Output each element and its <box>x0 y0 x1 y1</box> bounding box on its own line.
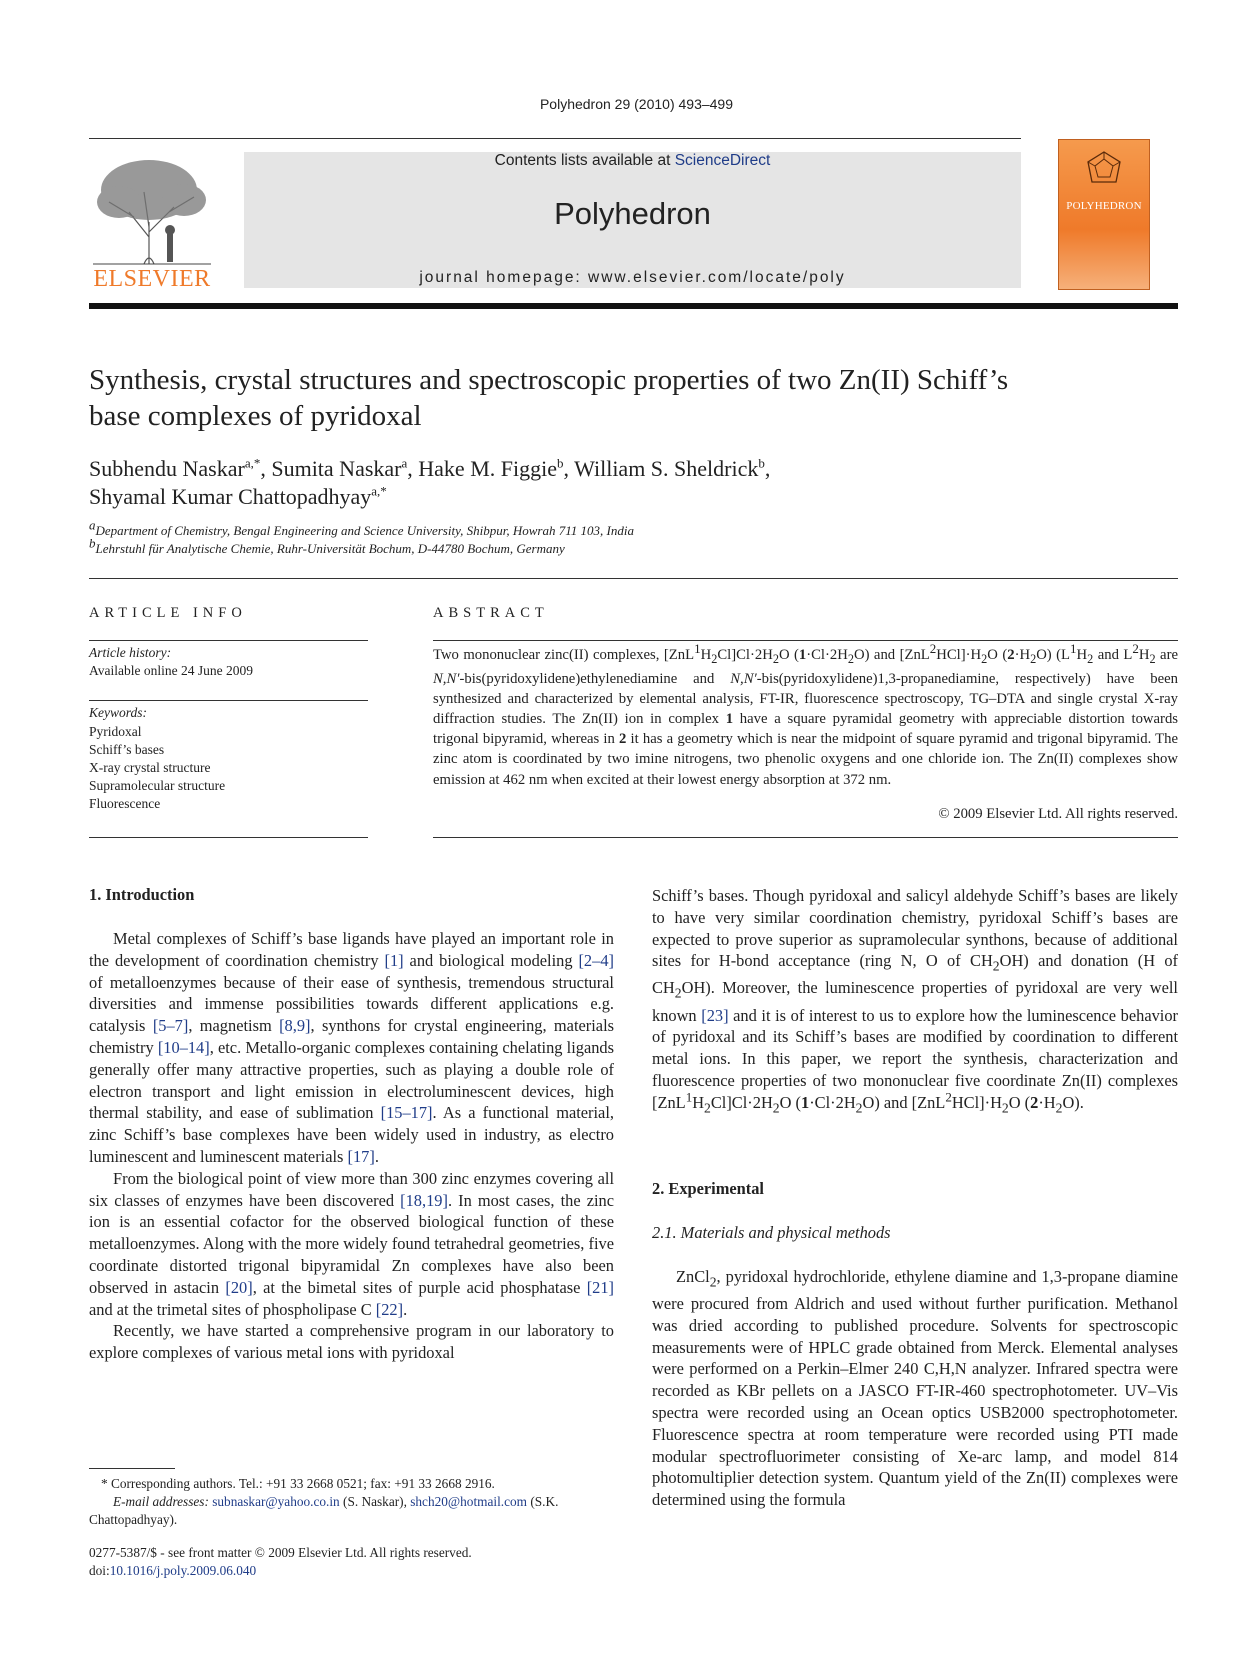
journal-homepage[interactable]: journal homepage: www.elsevier.com/locate/poly <box>419 269 846 286</box>
article-info-heading: ARTICLE INFO <box>89 605 247 621</box>
author[interactable]: Subhendu Naskar$^{a,*}$ <box>89 455 261 481</box>
front-matter-copyright: 0277-5387/$ - see front matter © 2009 Elsevier Ltd. All rights reserved. <box>89 1545 472 1560</box>
citation-link[interactable]: [23] <box>701 1005 729 1025</box>
top-rule <box>89 138 1021 139</box>
journal-name: Polyhedron <box>554 196 711 231</box>
corresponding-author-footnote: * Corresponding authors. Tel.: +91 33 2668 0521; fax: +91 33 2668 2916. E-mail addresses: subnaskar@yahoo.co.in (S. Naskar), shch20@hotmail.com (S.K. Chattopadhyay). <box>89 1476 559 1527</box>
intro-paragraph-3-continued: Schiff’s bases. Though pyridoxal and salicyl aldehyde Schiff’s bases are likely to have very similar coordination chemistry, pyridoxal Schiff’s bases are expected to prove superior as supramolecular synthons, because of additional sites for H-bond acceptance (ring N, O of $CH_2OH$) and donation (H of $CH_2OH$). Moreover, the luminescence properties of pyridoxal are very well known [23] and it is of interest to us to explore how the luminescence behavior of pyridoxal and its Schiff’s bases are modified by coordination to different metal ions. In this paper, we report the synthesis, characterization and fluorescence properties of two mononuclear five coordinate Zn(II) complexes $[ZnL^1H_2Cl]Cl\cdot 2H_2O$ $(1\cdot Cl\cdot 2H_2O)$ and $[ZnL^2HCl]\cdot H_2O$ $(2\cdot H_2O)$. <box>652 886 1179 1116</box>
citation-link[interactable]: [2–4] <box>578 950 614 970</box>
affiliation-b: bLehrstuhl für Analytische Chemie, Ruhr-Universität Bochum, D-44780 Bochum, Germany <box>89 535 565 556</box>
info-rule <box>89 700 368 701</box>
keywords-list <box>89 723 225 813</box>
section-rule <box>89 578 1178 579</box>
footnote-rule <box>89 1468 175 1469</box>
citation-link[interactable]: [8,9] <box>279 1016 311 1036</box>
right-column-experimental <box>652 1266 1178 1511</box>
article-title <box>89 362 1178 434</box>
citation-link[interactable]: [22] <box>375 1299 404 1319</box>
author[interactable]: Hake M. Figgie$^b$ <box>418 455 564 481</box>
section-heading-experimental: 2. Experimental <box>652 1179 764 1198</box>
front-matter: 0277-5387/$ - see front matter © 2009 Elsevier Ltd. All rights reserved. doi:10.1016/j.poly.2009.06.040 <box>89 1544 689 1580</box>
journal-banner <box>244 152 1021 288</box>
info-rule <box>89 837 368 838</box>
citation-link[interactable]: [1] <box>384 950 404 970</box>
abstract-rule <box>433 837 1178 838</box>
section-heading-introduction: 1. Introduction <box>89 885 195 904</box>
abstract-copyright: © 2009 Elsevier Ltd. All rights reserved. <box>938 806 1178 822</box>
abstract-heading: ABSTRACT <box>433 605 549 621</box>
left-column <box>89 928 614 1364</box>
citation-link[interactable]: [18,19] <box>400 1190 448 1210</box>
abstract-rule <box>433 640 1178 641</box>
citation-link[interactable]: [5–7] <box>152 1016 189 1036</box>
keyword[interactable]: Supramolecular structure <box>89 778 226 793</box>
email-link[interactable]: subnaskar@yahoo.co.in <box>212 1494 340 1509</box>
keyword[interactable]: Schiff’s bases <box>89 742 165 757</box>
citation-link[interactable]: [17] <box>347 1146 375 1166</box>
article-history-label: Article history: <box>89 645 172 660</box>
author[interactable]: William S. Sheldrick$^b$ <box>574 455 765 481</box>
keyword[interactable]: X-ray crystal structure <box>89 760 211 775</box>
citation-link[interactable]: [20] <box>225 1277 253 1297</box>
article-title-line-1: Synthesis, crystal structures and spectroscopic properties of two Zn(II) Schiff’s <box>89 364 1009 396</box>
author-list: Subhendu Naskar$^{a,*}$, Sumita Naskar$^a$, Hake M. Figgie$^b$, William S. Sheldrick$^b$, Shyamal Kumar Chattopadhyay$^{a,*}$ <box>89 455 771 509</box>
affiliation-a: aDepartment of Chemistry, Bengal Engineering and Science University, Shibpur, Howrah 711 103, India <box>89 517 634 538</box>
article-history-value: Available online 24 June 2009 <box>89 663 253 678</box>
intro-paragraph-2: From the biological point of view more than 300 zinc enzymes covering all six classes of enzymes have been discovered [18,19]. In most cases, the zinc ion is an essential cofactor for the observed biological function of these metalloenzymes. Along with the more widely found tetrahedral geometries, five coordinate distorted trigonal bipyramidal Zn complexes have also been observed in astacin [20], at the bimetal sites of purple acid phosphatase [21] and at the trimetal sites of phospholipase C [22]. <box>89 1168 615 1319</box>
citation-link[interactable]: [21] <box>586 1277 614 1297</box>
subsection-heading-materials: 2.1. Materials and physical methods <box>652 1223 891 1242</box>
abstract-text: Two mononuclear zinc(II) complexes, $[ZnL1H_2Cl]Cl\cdot 2H_2O$ $(1\cdot Cl\cdot 2H_2O)$ and $[ZnL2HCl]\cdot H_2O$ $(2\cdot H_2O)$ ($L1H_2$ and $L2H_2$ are N,N′-bis(pyridoxylidene)ethylenediamine and N,N′-bis(pyridoxylidene)1,3-propanediamine, respectively) have been synthesized and characterized by elemental analysis, FT-IR, fluorescence spectroscopy, TG–DTA and single crystal X-ray diffraction studies. The Zn(II) ion in complex 1 have a square pyramidal geometry with appreciable distortion towards trigonal bipyramid, whereas in 2 it has a geometry which is near the midpoint of square pyramid and trigonal bipyramid. The zinc atom is coordinated by two imine nitrogens, two phenolic oxygens and one chloride ion. The Zn(II) complexes show emission at 462 nm when excited at their lowest energy absorption at 372 nm. <box>433 641 1179 788</box>
right-column-intro-continued <box>652 885 1178 1119</box>
affiliations <box>89 517 1178 558</box>
polyhedron-icon <box>1085 150 1123 188</box>
experimental-paragraph: ZnCl$_2$, pyridoxal hydrochloride, ethylene diamine and 1,3-propane diamine were procured from Aldrich and used without further purification. Methanol was dried according to published procedure. Solvents for spectroscopic measurements were of HPLC grade obtained from Merck. Elemental analyses were performed on a Perkin–Elmer 240 C,H,N analyzer. Infrared spectra were recorded as KBr pellets on a JASCO FT-IR-460 spectrophotometer. UV–Vis spectra were recorded using an Ocean optics USB2000 spectrophotometer. Fluorescence spectra at room temperature were recorded using PTI made modular spectrofluorimeter consisting of Xe-arc lamp, and model 814 photomultiplier detection system. Quantum yield of the Zn(II) complexes were determined using the formula <box>652 1267 1178 1510</box>
citation-link[interactable]: [15–17] <box>380 1103 433 1123</box>
doi-link[interactable]: 10.1016/j.poly.2009.06.040 <box>109 1563 257 1578</box>
keyword[interactable]: Pyridoxal <box>89 724 142 739</box>
contents-prefix: Contents lists available at <box>494 152 675 169</box>
contents-line <box>244 152 1021 170</box>
author[interactable]: Shyamal Kumar Chattopadhyay$^{a,*}$ <box>89 483 387 509</box>
elsevier-wordmark: ELSEVIER <box>93 266 211 292</box>
author[interactable]: Sumita Naskar$^a$ <box>271 455 408 481</box>
journal-cover[interactable] <box>1058 139 1150 290</box>
cover-title: POLYHEDRON <box>1066 200 1142 212</box>
email-link[interactable]: shch20@hotmail.com <box>410 1494 527 1509</box>
citation-link[interactable]: [10–14] <box>157 1037 210 1057</box>
article-title-line-2: base complexes of pyridoxal <box>89 400 422 432</box>
intro-paragraph-3: Recently, we have started a comprehensive program in our laboratory to explore complexes of various metal ions with pyridoxal <box>89 1321 614 1363</box>
elsevier-logo[interactable] <box>89 152 215 290</box>
info-rule <box>89 640 368 641</box>
keywords-label: Keywords: <box>89 705 147 720</box>
header-thick-rule <box>89 303 1178 309</box>
sciencedirect-link[interactable]: ScienceDirect <box>674 152 771 169</box>
keyword[interactable]: Fluorescence <box>89 796 161 811</box>
intro-paragraph-1: Metal complexes of Schiff’s base ligands have played an important role in the development of coordination chemistry [1] and biological modeling [2–4] of metalloenzymes because of their ease of synthesis, tremendous structural diversities and immense possibilities towards different applications e.g. catalysis [5–7], magnetism [8,9], synthons for crystal engineering, materials chemistry [10–14], etc. Metallo-organic complexes containing chelating ligands generally offer many attractive properties, such as playing a double role of electron transport and light emission in electroluminescent devices, high thermal stability, and ease of sublimation [15–17]. As a functional material, zinc Schiff’s base complexes have been widely used in industry, as electro luminescent and luminescent materials [17]. <box>89 929 615 1166</box>
journal-citation: Polyhedron 29 (2010) 493–499 <box>539 96 734 112</box>
